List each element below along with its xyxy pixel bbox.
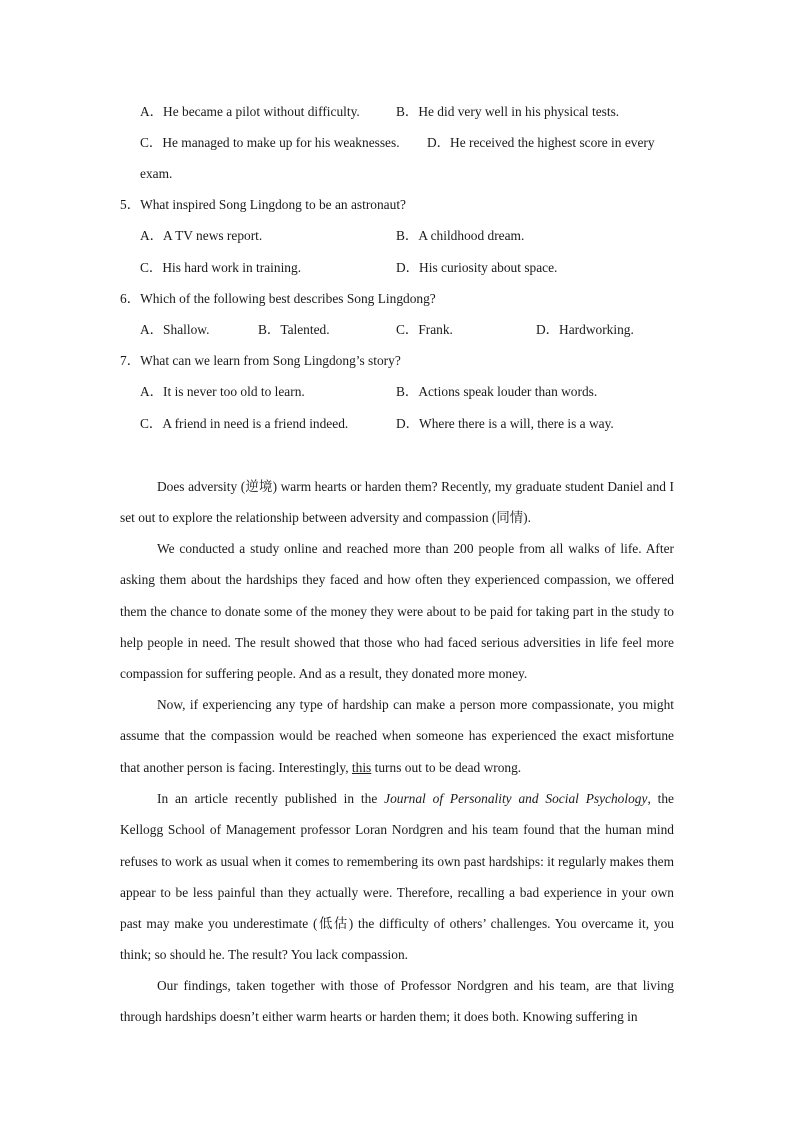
q5-option-b: B．A childhood dream. [396,228,525,243]
paragraph-3-text-before: Now, if experiencing any type of hardship can make a person more compassionate, you might assume that the compassion would be reached when someone has experienced the exact misfortune that another person is facing. Interestingly, [120,697,674,775]
passage-paragraph-3 [120,689,674,783]
q5-stem: 5．What inspired Song Lingdong to be an astronaut? [120,197,406,212]
paragraph-4-text-after: , the Kellogg School of Management professor Loran Nordgren and his team found that the human mind refuses to work as usual when it comes to remembering its own past hardships: it regularly makes them appear to be less painful than they actually were. Therefore, recalling a bad experience in your own past may make you underestimate (低估) the difficulty of others’ challenges. You overcame it, you think; so should he. The result? You lack compassion. [120,791,674,963]
q5-option-a: A．A TV news report. [140,228,263,243]
q7-option-a: A．It is never too old to learn. [140,384,305,399]
q6-option-a: A．Shallow. [140,322,210,337]
paragraph-5-text: Our findings, taken together with those of Professor Nordgren and his team, are that living through hardships doesn’t either warm hearts or harden them; it does both. Knowing suffering in [120,978,674,1025]
q5-option-d: D．His curiosity about space. [396,260,558,275]
q7-option-d: D．Where there is a will, there is a way. [396,416,614,431]
paragraph-3-underlined-word: this [351,759,372,775]
q6-option-b: B．Talented. [258,322,330,337]
q5-option-c: C．His hard work in training. [140,260,302,275]
journal-title: Journal of Personality and Social Psychology [384,791,648,806]
q6-option-c: C．Frank. [396,322,453,337]
q6-option-d: D．Hardworking. [536,322,634,337]
passage-paragraph-1 [120,471,674,534]
paragraph-4-text-before: In an article recently published in the [157,791,385,806]
q7-option-c: C．A friend in need is a friend indeed. [140,416,349,431]
passage-paragraph-5 [120,970,674,1033]
q7-stem: 7．What can we learn from Song Lingdong’s story? [120,353,401,368]
paragraph-1-text: Does adversity (逆境) warm hearts or harden them? Recently, my graduate student Daniel and I set out to explore the relationship between adversity and compassion (同情). [120,479,674,526]
q7-option-b: B．Actions speak louder than words. [396,384,598,399]
q4-option-c: C．He managed to make up for his weaknesses. [140,135,400,150]
passage-paragraph-2 [120,533,674,689]
q6-stem: 6．Which of the following best describes Song Lingdong? [120,291,436,306]
q4-option-d-continued: exam. [140,166,173,181]
paragraph-3-text-after: turns out to be dead wrong. [371,759,522,775]
q4-option-b: B．He did very well in his physical tests. [396,104,620,119]
passage-paragraph-4 [120,783,674,971]
q4-option-a: A．He became a pilot without difficulty. [140,104,360,119]
paragraph-2-text: We conducted a study online and reached more than 200 people from all walks of life. After asking them about the hardships they faced and how often they experienced compassion, we offered them the chance to donate some of the money they were about to be paid for taking part in the study to help people in need. The result showed that those who had faced serious adversities in life feel more compassion for suffering people. And as a result, they donated more money. [120,541,674,682]
q4-option-d: D．He received the highest score in every [427,135,655,150]
